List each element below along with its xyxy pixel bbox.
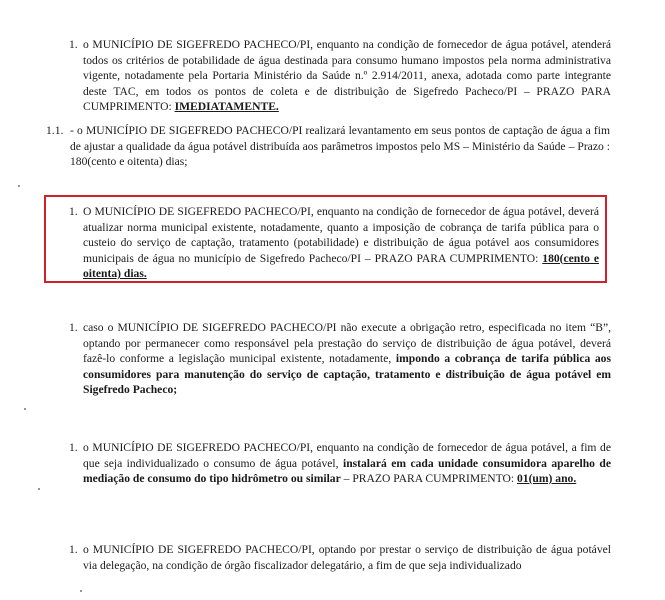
item-number: 1. [69,321,78,334]
clause-bold-text: instalará em cada unidade consumidora aparelho de mediação de consumo do tipo hidrômetro ou similar [83,456,611,485]
clause-paragraph [83,320,611,398]
item-number: 1. [69,441,78,454]
deadline-text: 180(cento e oitenta) dias. [83,251,599,280]
scan-speck [80,590,82,592]
clause-text: o MUNICÍPIO DE SIGEFREDO PACHECO/PI, enquanto na condição de fornecedor de água potável, atenderá todos os critérios de potabilidade de água destinada para consumo humano impostos pela norma administrativa vigente, notadamente pela Portaria Ministério da Saúde n.º 2.914/2011, anexa, adotada como parte integrante deste TAC, em todos os pontos de coleta e de distribuição de Sigefredo Pacheco/PI – PRAZO PARA CUMPRIMENTO: [83,38,611,113]
clause-text: o MUNICÍPIO DE SIGEFREDO PACHECO/PI, optando por prestar o serviço de distribuição de água potável via delegação, na condição de órgão fiscalizador delegatário, a fim de que seja individualizado [83,543,611,572]
item-number: 1.1. [46,124,64,137]
clause-bold-text: impondo a cobrança de tarifa pública aos consumidores para manutenção do serviço de captação, tratamento e distribuição de água potável em Sigefredo Pacheco; [83,352,611,396]
item-number: 1. [69,543,78,556]
clause-text: - o MUNICÍPIO DE SIGEFREDO PACHECO/PI realizará levantamento em seus pontos de captação de água a fim de ajustar a qualidade da água potável distribuída aos parâmetros impostos pelo MS – Ministério da Saúde – Prazo : 180(cento e oitenta) dias; [70,124,610,168]
deadline-text: 01(um) ano. [516,472,577,485]
clause-text: o MUNICÍPIO DE SIGEFREDO PACHECO/PI, enquanto na condição de fornecedor de água potável, a fim de que seja individualizado o consumo de água potável, [83,441,611,470]
item-number: 1. [69,205,78,218]
clause-paragraph [83,440,611,487]
clause-text: caso o MUNICÍPIO DE SIGEFREDO PACHECO/PI não execute a obrigação retro, especificada no item “B”, optando por permanecer como responsável pela prestação do serviço de distribuição de água potável, deverá fazê-lo conforme a legislação municipal existente, notadamente, [83,321,611,365]
clause-paragraph [83,204,599,282]
scan-speck [18,185,20,187]
clause-paragraph [83,37,611,115]
clause-paragraph [83,542,611,573]
clause-text: O MUNICÍPIO DE SIGEFREDO PACHECO/PI, enquanto na condição de fornecedor de água potável, deverá atualizar norma municipal existente, notadamente, quanto a imposição de cobrança de tarifa pública para o custeio do serviço de captação, tratamento (potabilidade) e distribuição de água potável aos consumidores municipais de água no município de Sigefredo Pacheco/PI – PRAZO PARA CUMPRIMENTO: [83,205,599,265]
clause-tail-text: – PRAZO PARA CUMPRIMENTO: [340,472,517,485]
scan-speck [24,408,26,410]
scan-speck [38,488,40,490]
item-number: 1. [69,38,78,51]
clause-paragraph [70,123,610,170]
deadline-text: IMEDIATAMENTE. [174,100,279,113]
